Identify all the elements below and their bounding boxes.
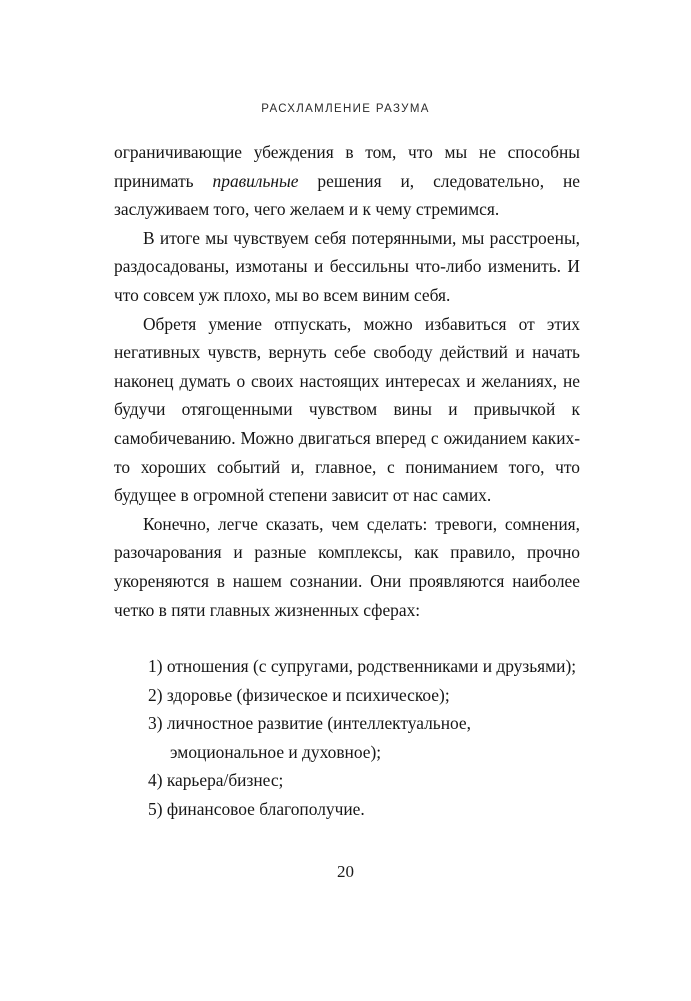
text-run: Конечно, легче сказать, чем сделать: тревоги, сомнения, разочарования и разные комплексы, как правило, прочно укореняются в нашем сознании. Они проявляются наиболее четко в пяти главных жизненных сферах: bbox=[114, 513, 580, 620]
text-run: Обретя умение отпускать, можно избавиться от этих негативных чувств, вернуть себе свободу действий и начать наконец думать о своих настоящих интересах и желаниях, не будучи отягощенными чувством вины и привычкой к самобичеванию. Можно двигаться вперед с ожиданием каких-то хороших событий и, главное, с пониманием того, что будущее в огромной степени зависит от нас самих. bbox=[114, 313, 580, 506]
list-item: 3) личностное развитие (интеллектуальное, эмоциональное и духовное); bbox=[148, 713, 471, 762]
list-item: 5) финансовое благополучие. bbox=[148, 799, 365, 820]
paragraph bbox=[114, 138, 580, 224]
text-run: ограничивающие убеждения в том, что мы не способны принимать bbox=[114, 142, 580, 191]
text-column bbox=[114, 138, 580, 824]
paragraph bbox=[114, 510, 580, 624]
list-item: 2) здоровье (физическое и психическое); bbox=[148, 684, 450, 705]
paragraph bbox=[114, 224, 580, 310]
page-number: 20 bbox=[337, 862, 354, 881]
emphasized-text: правильные bbox=[212, 170, 299, 191]
numbered-list bbox=[114, 652, 580, 824]
text-run: решения и, следовательно, не заслуживаем того, чего желаем и к чему стремимся. bbox=[114, 170, 580, 220]
list-item: 4) карьера/бизнес; bbox=[148, 770, 284, 791]
text-run: В итоге мы чувствуем себя потерянными, мы расстроены, раздосадованы, измотаны и бессильны что-либо изменить. И что совсем уж плохо, мы во всем виним себя. bbox=[114, 227, 580, 305]
paragraph-list bbox=[114, 138, 580, 624]
paragraph bbox=[114, 310, 580, 510]
list-item: 1) отношения (с супругами, родственниками и друзьями); bbox=[148, 656, 577, 677]
running-head: РАСХЛАМЛЕНИЕ РАЗУМА bbox=[261, 103, 430, 115]
